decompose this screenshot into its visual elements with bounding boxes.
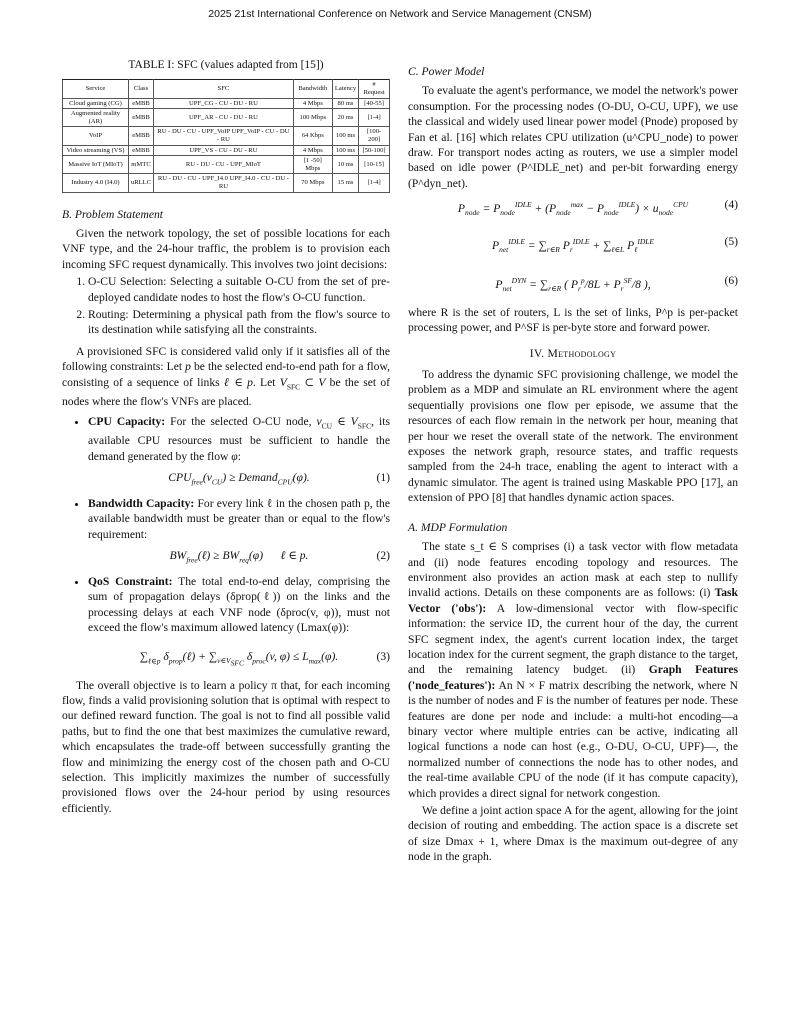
table-body (63, 98, 390, 192)
table-cell: [1-4] (359, 109, 390, 127)
table-cell: RU - DU - CU - UPF_MIoT (154, 156, 294, 174)
table-row (63, 156, 390, 174)
table-cell: Augmented reality (AR) (63, 109, 129, 127)
equation-3: $\sum_{\ell\in p}$ $\delta_{prop}(\ell) + \sum_{v\in V_{SFC}}$ $\delta_{proc}(v$, $\varphi) \le L_{max}(\varphi)$. (3) (139, 649, 390, 668)
table-row (63, 109, 390, 127)
table-header-row (63, 80, 390, 98)
table-cell: uRLLC (128, 174, 153, 192)
table-cell: 15 ms (332, 174, 358, 192)
table-cell: [100-200] (359, 127, 390, 145)
table-cell: UPF_AR - CU - DU - RU (154, 109, 294, 127)
column-header: Class (128, 80, 153, 98)
section-heading-methodology: IV. Methodology (529, 346, 617, 360)
table-cell: 10 ms (332, 156, 358, 174)
column-header: Bandwidth (293, 80, 332, 98)
table-cell: 20 ms (332, 109, 358, 127)
right-column (408, 58, 738, 867)
list-item: 1. O-CU Selection: Selecting a suitable O-CU from the set of pre-deployed candidate nodes to host the flow's O-CU function. (88, 274, 390, 305)
paragraph: We define a joint action space A for the agent, allowing for the joint decision of routing and embedding. The action space is a discrete set of size Dmax + 1, where Dmax is the maximum out-degree of any node in the graph. (408, 804, 738, 864)
table-cell: eMBB (128, 98, 153, 109)
equation-6: $P_{net}^{DYN} = \sum_{r\in R}$ ( $P_r^p/8L + P_r^{SF}/8$ ), (6) (495, 273, 738, 293)
column-header: Service (63, 80, 129, 98)
table-cell: 4 Mbps (293, 145, 332, 156)
list-item: 2. Routing: Determining a physical path from the flow's source to its destination while satisfying all the constraints. (88, 307, 390, 338)
table-cell: VoIP (63, 127, 129, 145)
paragraph: The overall objective is to learn a policy π that, for each incoming flow, finds a valid provisioning solution that is optimal with respect to our defined reward function. The goal is not to find all possible valid paths, but to find the one that best maximizes the cumulative reward, which encapsulates the trade-off between successfully granting the flow and minimizing the energy cost of the chosen path and O-CU selection. This implicitly maximizes the number of successfully provisioned flows over the 24-hour period by using resources efficiently. (62, 678, 390, 815)
list-item: • CPU Capacity: For the selected O-CU node, $v_{CU}$ ∈ $V_{SFC}$, its available CPU resources must be sufficient to handle the demand generated by the flow φ: $CPU_{free}(v_{CU})$ ≥ Demand$_{CPU}$(φ). (1) (88, 414, 390, 490)
table-cell: Massive IoT (MIoT) (63, 156, 129, 174)
table-row (63, 98, 390, 109)
paragraph: To address the dynamic SFC provisioning challenge, we model the problem as a MDP and simulate an RL environment where the agent sequentially provisions one flow per episode, we assume that the resources of each flow remain in the network per hour, meaning that per hour we reset the overall state of the network. The environment exposes the network graph, resource states, and traffic requests sampled from the 24-h trace, enabling the agent to interact with a dynamic simulator. The agent is trained using Maskable PPO [17], an extension of PPO [8] that handles dynamic action spaces. (408, 368, 738, 505)
table-cell: [1 -50] Mbps (293, 156, 332, 174)
left-column (62, 58, 390, 818)
paragraph: The state s_t ∈ S comprises (i) a task vector with flow metadata and (ii) node features encoding topology and resources. The environment also provides an action mask at each step to nullify invalid actions. Details on these components are as follows: (i) Task Vector ('obs'): A low-dimensional vector with flow-specific information: the service ID, the current hour of the day, the current SFC segment index, the agent's current location index, the target location index for the current segment, the graph distance to the target, and the remaining latency budget. (ii) Graph Features ('node_features'): An N × F matrix describing the network, where N is the number of nodes and F is the number of features per node. These features are done per node and include: a multi-hot encoding—a binary vector where multiple entries can be active, indicating all logical functions a node can host (e.g., O-DU, O-CU, UPF)—, the normalized number of connections the node has to other nodes, and the real-time available CPU of the node (if it has compute capacity), which provides a direct signal for network congestion. (408, 540, 739, 800)
paragraph: Given the network topology, the set of possible locations for each VNF type, and the 24-hour traffic, the problem is to provision each incoming SFC request dynamically. This involves two joint decisions: (62, 226, 390, 271)
table-cell: eMBB (128, 127, 153, 145)
table-cell: 100 ms (332, 127, 358, 145)
table-cell: 80 ms (332, 98, 358, 109)
table-cell: [10-15] (359, 156, 390, 174)
paragraph: To evaluate the agent's performance, we model the network's power consumption. For the processing nodes (O-DU, O-CU, UPF), we use the classical and widely used linear power model (Pnode) proposed by Fan et al. [16] which relates CPU utilization (u^CPU_node) to power draw. For transport nodes acting as routers, we use a simpler model based on idle power (P^IDLE_net) and per-bit forwarding energy (P^dyn_net). (408, 84, 738, 190)
list-item: • QoS Constraint: The total end-to-end delay, comprising the sum of propagation delays (δprop(ℓ)) on the links and the processing delays at each VNF node (δproc(v, φ)), must not exceed the flow's maximum allowed latency (Lmax(φ)): $\sum_{\ell\in p}$ $\delta_{prop}(\ell) + \sum_{v\in V_{SFC}}$ $\delta_{proc}(v$, $\varphi) \le L_{max}(\varphi)$. (3) (88, 574, 390, 672)
equation-5: $P_{net}^{IDLE} = \sum_{r\in R}$ $P_r^{IDLE} + \sum_{\ell\in L}$ $P_\ell^{IDLE}$ (5) (491, 234, 738, 254)
table-row (63, 145, 390, 156)
paragraph: where R is the set of routers, L is the set of links, P^p is per-packet processing power, and P^SF is per-byte store and forward power. (408, 305, 738, 335)
table-cell: RU - DU - CU - UPF_VoIP UPF_VoIP - CU - DU - RU (154, 127, 294, 145)
table-cell: eMBB (128, 109, 153, 127)
section-heading-problem: B. Problem Statement (62, 207, 163, 221)
table-cell: UPF_CG - CU - DU - RU (154, 98, 294, 109)
table-row (63, 127, 390, 145)
table-caption: TABLE I: SFC (values adapted from [15]) (128, 59, 324, 71)
table-cell: 64 Kbps (293, 127, 332, 145)
decision-list (62, 274, 390, 338)
constraint-list (62, 414, 390, 672)
table-cell: [1-4] (359, 174, 390, 192)
table-cell: mMTC (128, 156, 153, 174)
column-header: # Request (359, 80, 390, 98)
conference-header: 2025 21st International Conference on Network and Service Management (CNSM) (208, 8, 592, 20)
table-cell: eMBB (128, 145, 153, 156)
table-cell: RU - DU - CU - UPF_I4.0 UPF_I4.0 - CU - DU - RU (154, 174, 294, 192)
table-row (63, 174, 390, 192)
section-heading-power: C. Power Model (408, 65, 485, 78)
list-item: • Bandwidth Capacity: For every link ℓ in the chosen path p, the available bandwidth must be greater than or equal to the flow's requirement: $BW_{free}(\ell) \ge BW_{req}(\varphi)$ ℓ ∈ p. (2) (88, 496, 390, 568)
table-cell: 100 Mbps (293, 109, 332, 127)
table-cell: [40-55] (359, 98, 390, 109)
table-cell: 4 Mbps (293, 98, 332, 109)
table-cell: Cloud gaming (CG) (63, 98, 129, 109)
table-cell: [50-100] (359, 145, 390, 156)
equation-1: $CPU_{free}(v_{CU})$ ≥ Demand$_{CPU}$(φ). (1) (168, 471, 390, 487)
table-cell: Industry 4.0 (I4.0) (63, 174, 129, 192)
section-heading-mdp: A. MDP Formulation (408, 520, 508, 534)
equation-4: $P_{node} = P_{node}^{IDLE} + (P_{node}^{max} - P_{node}^{IDLE}) \times u_{node}^{CPU}$ (4) (457, 198, 738, 218)
column-header: Latency (332, 80, 358, 98)
sfc-table (62, 79, 390, 192)
table-cell: Video streaming (VS) (63, 145, 129, 156)
paragraph: A provisioned SFC is considered valid only if it satisfies all of the following constraints: Let p be the selected end-to-end path for a flow, consisting of a sequence of links ℓ ∈ p. Let $V_{SFC}$ ⊂ V be the set of nodes where the flow's VNFs are placed. (62, 344, 390, 409)
table-cell: UPF_VS - CU - DU - RU (154, 145, 294, 156)
equation-2: $BW_{free}(\ell) \ge BW_{req}(\varphi)$ ℓ ∈ p. (2) (169, 549, 390, 565)
column-header: SFC (154, 80, 294, 98)
table-cell: 100 ms (332, 145, 358, 156)
table-cell: 70 Mbps (293, 174, 332, 192)
